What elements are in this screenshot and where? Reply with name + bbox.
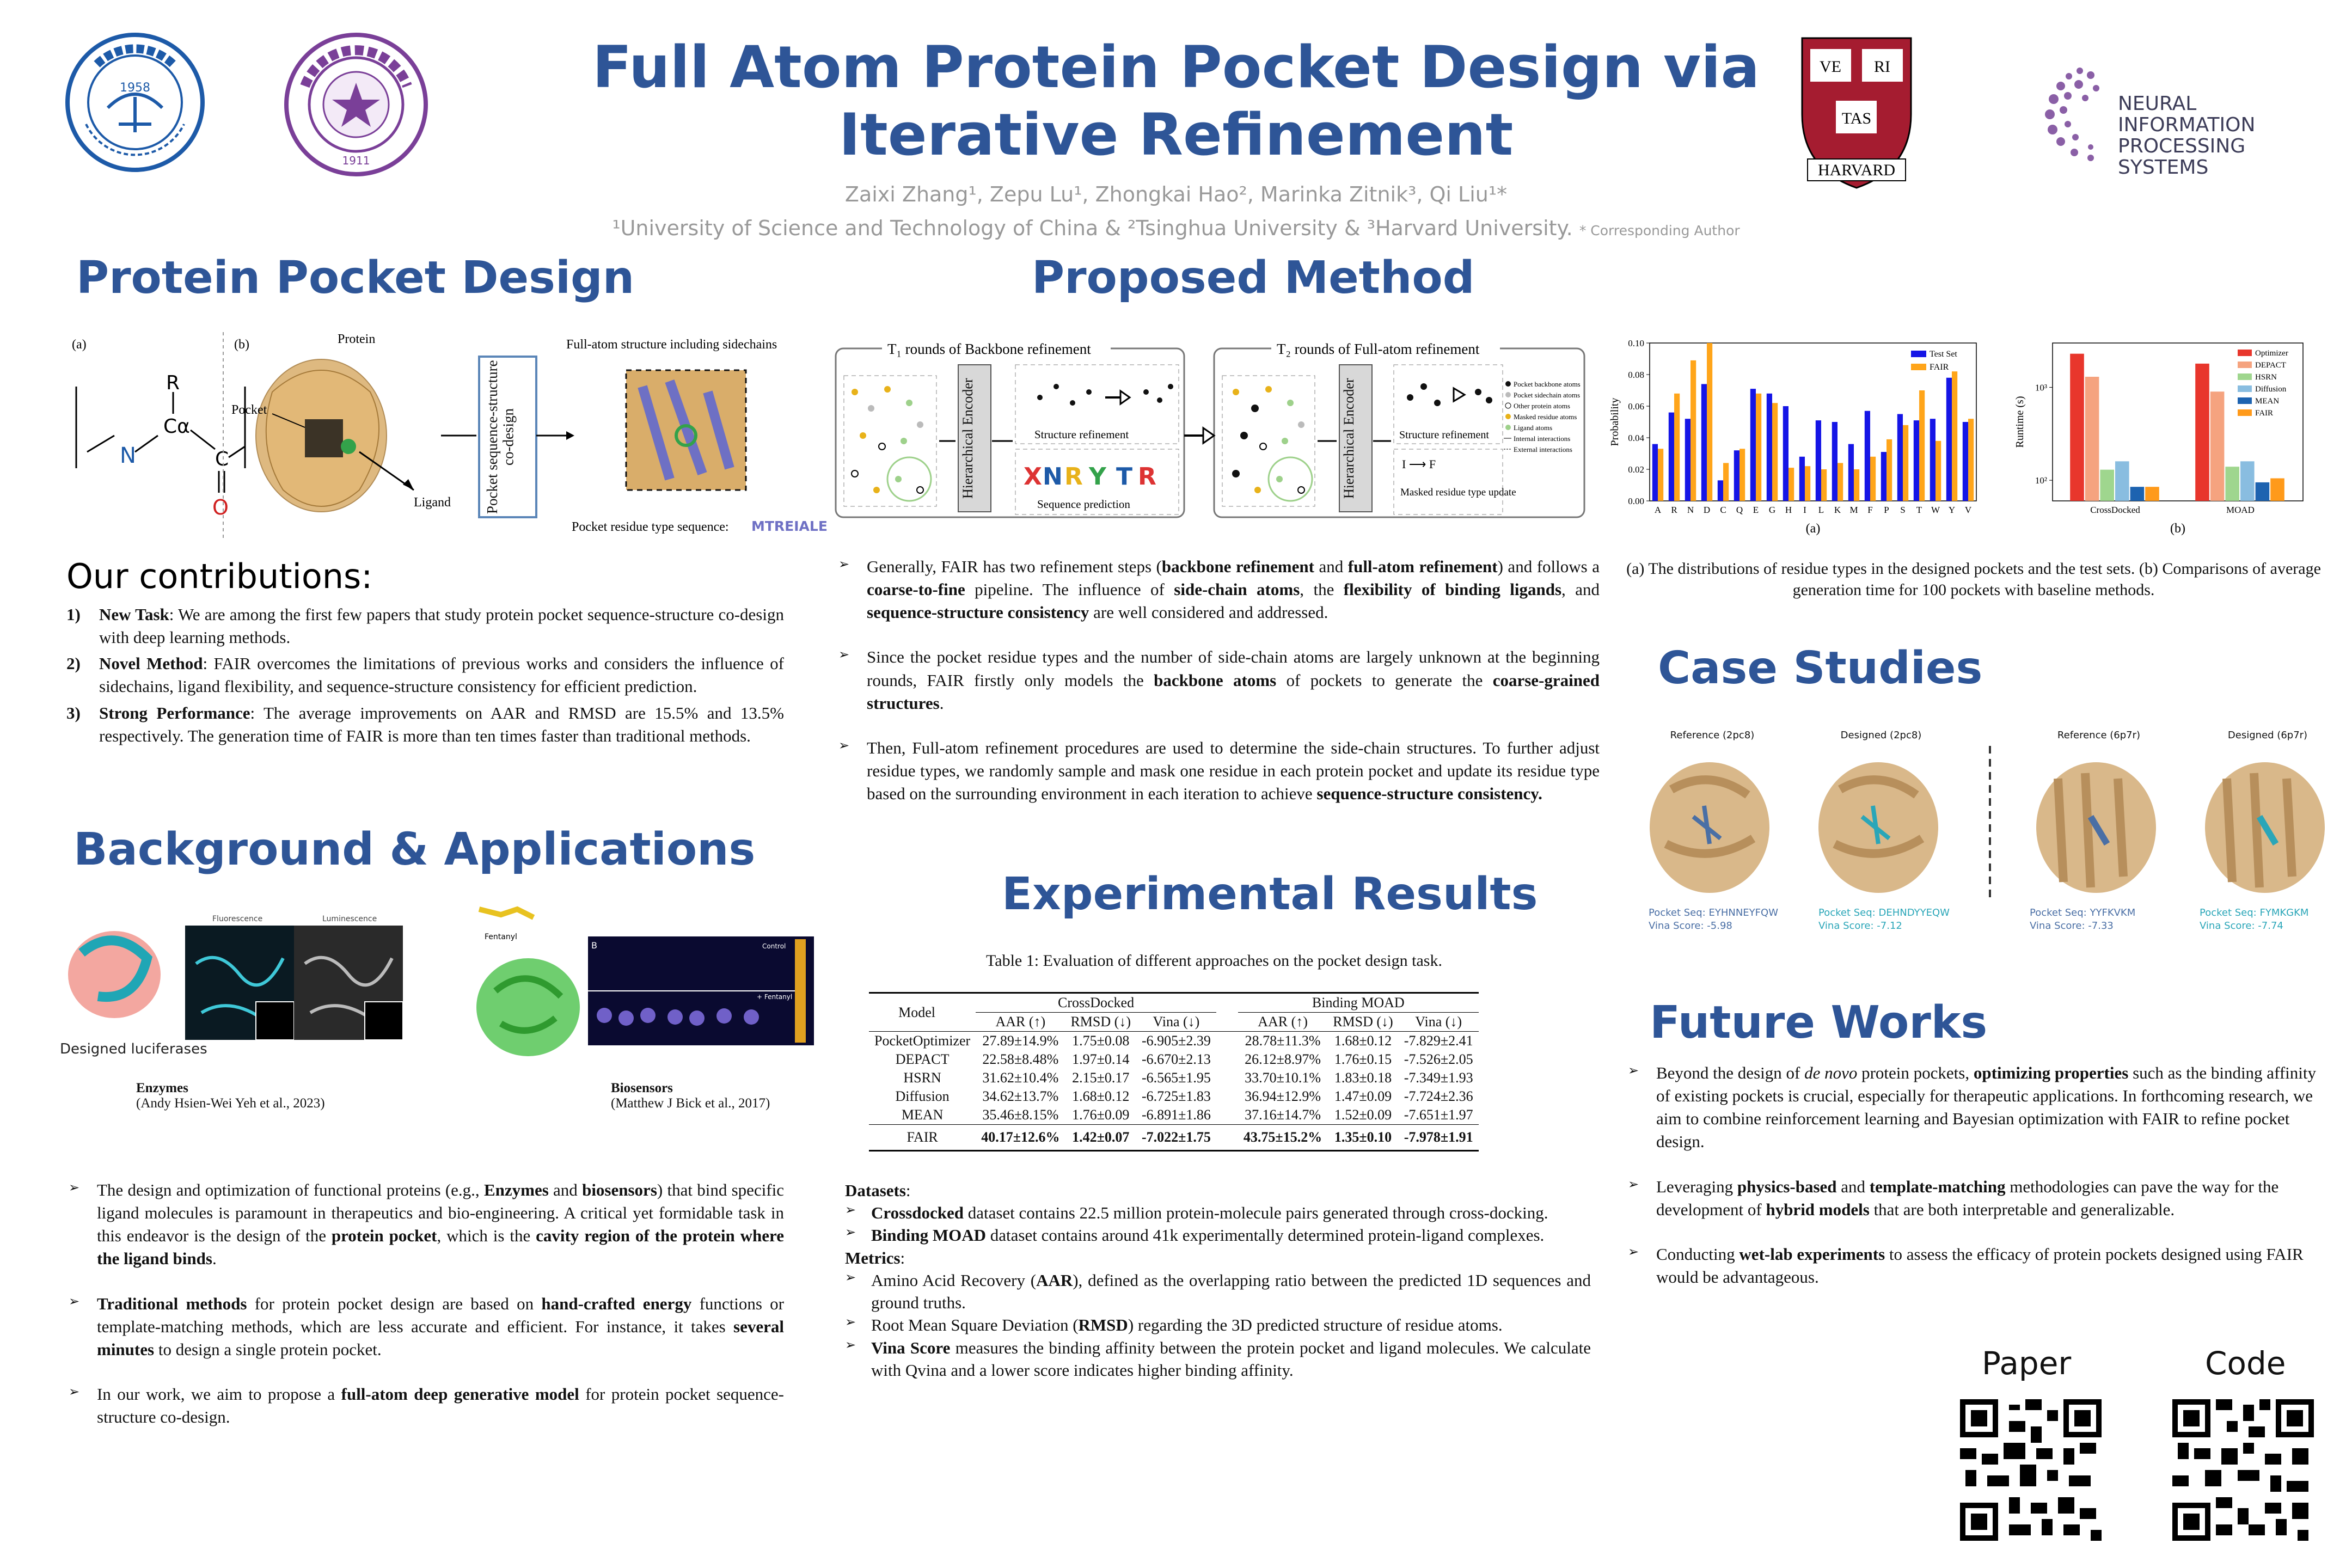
bar [2145,487,2159,501]
plot-frame [1650,343,1976,501]
legend-swatch [2238,397,2252,404]
bar [1750,389,1756,501]
x-tick-label: F [1867,505,1873,515]
paper-link-label[interactable]: Paper [1982,1345,2072,1382]
background-bullets [69,1179,784,1450]
metric-header: AAR (↑) [995,1014,1046,1030]
x-tick-label: C [1720,505,1726,515]
bar [1930,419,1935,501]
biosensors-title: Biosensors [611,1081,673,1095]
bar [1652,444,1658,501]
title-line-1: Full Atom Protein Pocket Design via [592,34,1760,101]
background-figure-biosensors [468,898,822,1073]
svg-text:TAS: TAS [1841,109,1872,127]
method-bullet: ➢ Generally, FAIR has two refinement steps (backbone refinement and full-atom refinement) and follows a coarse-to-fine pipeline. The influence of side-chain atoms, the flexibility of binding ligands, and sequence-structure consistency are well considered and addressed. [838,556,1600,622]
y-tick-label: 10³ [2035,382,2047,393]
y-axis-label: Probability [1609,397,1621,446]
dataset-item: ➢ Binding MOAD dataset contains around 41k experimentally determined protein-ligand complexes. [845,1224,1545,1245]
x-tick-label: G [1768,505,1776,515]
bar [1783,406,1788,501]
x-tick-label: N [1687,505,1694,515]
svg-text:Fentanyl: Fentanyl [485,933,517,941]
legend-label: FAIR [2255,409,2274,418]
x-tick-label: D [1703,505,1711,515]
svg-text:I ⟶ F: I ⟶ F [1402,457,1436,471]
enzymes-title: Enzymes [136,1081,188,1095]
neurips-logo [2036,60,2298,179]
contribution-item: 3) Strong Performance: The average improvements on AAR and RMSD are 15.5% and 13.5% respectively. The generation time of FAIR is more than ten times faster than traditional methods. [66,703,784,745]
legend-swatch [2238,409,2252,416]
svg-text:Protein: Protein [338,332,376,346]
section-title-background: Background & Applications [74,824,756,875]
svg-text:Ligand: Ligand [414,495,451,510]
svg-text:Designed luciferases: Designed luciferases [60,1041,207,1057]
background-bullet: ➢ Traditional methods for protein pocket design are based on hand-crafted energy functions or template-matching methods, which are less accurate and efficient. For instance, it takes several minutes to design a single protein pocket. [69,1293,785,1359]
x-tick-label: E [1753,505,1759,515]
bar [1886,439,1892,501]
bar [1968,419,1974,501]
svg-text:VE: VE [1820,58,1841,76]
x-tick-label: A [1654,505,1662,515]
svg-text:Ligand atoms: Ligand atoms [1514,424,1553,432]
background-figure-enzymes [54,904,414,1067]
svg-text:X: X [1024,463,1042,491]
bar [2240,461,2255,501]
svg-text:Luminescence: Luminescence [322,915,377,923]
encoder-label-1: Hierarchical Encoder [960,378,976,499]
contribution-item: 2) Novel Method: FAIR overcomes the limitations of previous works and considers the influence of sidechains, ligand flexibility, and sequence-structure consistency for efficient prediction. [66,654,784,696]
bar [1903,425,1908,501]
legend-label: Optimizer [2255,349,2288,358]
metric-header: Vina (↓) [1415,1014,1462,1030]
svg-text:Cα: Cα [163,415,190,438]
svg-text:Pocket sidechain atoms: Pocket sidechain atoms [1514,391,1581,399]
contributions-title: Our contributions: [66,556,373,596]
x-tick-label: M [1849,505,1858,515]
legend-label: Test Set [1930,350,1957,359]
bar [1881,452,1886,501]
enzymes-cite: (Andy Hsien-Wei Yeh et al., 2023) [136,1096,325,1111]
case-seq: Pocket Seq: EYHNNEYFQW Vina Score: -5.98 [1649,907,1778,932]
svg-text:Structure refinement: Structure refinement [1034,428,1129,441]
tsinghua-logo [283,32,429,177]
bar [1658,449,1663,501]
bar [1669,413,1674,501]
bar [1701,384,1707,501]
svg-text:Control: Control [762,942,786,950]
svg-text:1911: 1911 [342,154,370,167]
x-tick-label: V [1964,505,1972,515]
svg-text:RI: RI [1874,58,1890,76]
y-tick-label: 0.10 [1628,338,1644,348]
harvard-logo [1791,33,1922,191]
legend-label: DEPACT [2255,361,2286,370]
x-tick-label: W [1931,505,1940,515]
metric-item: ➢ Vina Score measures the binding affinity between the protein pocket and ligand molecules. We calculate with Qvina and a lower score indicates higher binding affinity. [845,1337,1591,1380]
svg-text:Pocket residue type sequence:: Pocket residue type sequence: [572,520,729,534]
bar [1832,422,1837,501]
panel-label: (b) [2170,522,2185,536]
method-bullet: ➢ Since the pocket residue types and the number of side-chain atoms are largely unknown at the beginning rounds, FAIR firstly only models the backbone atoms of pockets to generate the coarse-grained structures. [838,647,1600,713]
poster-title [490,34,1862,169]
pocket-design-figure [65,327,828,544]
bar [1952,371,1957,501]
svg-text:MTREIALE: MTREIALE [751,518,828,534]
x-tick-label: I [1803,505,1806,515]
svg-text:C: C [215,448,229,470]
y-tick-label: 0.00 [1628,496,1644,506]
x-tick-label: CrossDocked [2090,505,2140,515]
bar [2270,479,2284,501]
bar [2100,470,2114,501]
authors: Zaixi Zhang¹, Zepu Lu¹, Zhongkai Hao², Marinka Zitnik³, Qi Liu¹* [844,182,1508,206]
case-head: Designed (2pc8) [1840,730,1922,741]
section-title-pocket-design: Protein Pocket Design [76,252,635,304]
metric-header: Vina (↓) [1153,1014,1200,1030]
method-bullets [838,555,1600,827]
svg-text:Sequence prediction: Sequence prediction [1037,498,1130,511]
svg-text:HARVARD: HARVARD [1817,161,1896,179]
ustc-logo [64,32,206,173]
x-tick-label: Q [1736,505,1743,515]
case-head: Reference (6p7r) [2057,730,2141,741]
bar [1674,394,1680,501]
y-axis-label: Runtime (s) [2014,396,2026,448]
svg-text:Masked residue atoms: Masked residue atoms [1514,413,1577,421]
metric-item: ➢ Amino Acid Recovery (AAR), defined as the overlapping ratio between the predicted 1D sequences and ground truths. [845,1269,1591,1313]
x-tick-label: Y [1948,505,1956,515]
x-tick-label: H [1785,505,1792,515]
table-row: HSRN 31.62±10.4% 2.15±0.17 -6.565±1.95 33.70±10.1% 1.83±0.18 -7.349±1.93 [903,1070,1473,1086]
x-tick-label: MOAD [2226,505,2255,515]
legend-label: Diffusion [2255,385,2287,394]
title-line-2: Iterative Refinement [838,101,1514,169]
svg-text:R: R [1064,463,1083,491]
legend-swatch [2238,373,2252,380]
bar [2225,467,2239,501]
corresponding-author: * Corresponding Author [1579,223,1740,238]
code-qr-code[interactable] [2172,1399,2314,1541]
contributions-list [66,603,784,751]
bar [1756,394,1761,501]
legend-label: MEAN [2255,397,2280,406]
biosensors-cite: (Matthew J Bick et al., 2017) [611,1096,770,1111]
dataset-item: ➢ Crossdocked dataset contains 22.5 million protein-molecule pairs generated through cross-docking. [845,1202,1548,1223]
bar [1816,420,1821,501]
bar [1946,378,1952,501]
svg-text:T₂ rounds of Full-atom refinem: T₂ rounds of Full-atom refinement [1277,341,1480,357]
method-figure [833,332,1590,523]
y-tick-label: 10² [2035,475,2047,486]
svg-text:Fluorescence: Fluorescence [212,915,263,923]
legend-label: FAIR [1930,363,1949,372]
y-tick-label: 0.08 [1628,370,1644,380]
case-head: Reference (2pc8) [1670,730,1755,741]
x-tick-label: P [1884,505,1889,515]
legend-swatch [1911,364,1926,370]
paper-qr-code[interactable] [1960,1399,2102,1541]
bar [1723,463,1729,501]
svg-text:T: T [1116,463,1133,491]
legend-swatch [1911,351,1926,357]
metric-item: ➢ Root Mean Square Deviation (RMSD) regarding the 3D predicted structure of residue atoms. [845,1314,1503,1335]
svg-text:R: R [166,372,180,394]
group-moad: Binding MOAD [1238,993,1479,1013]
svg-text:Internal interactions: Internal interactions [1514,434,1571,443]
col-model: Model [898,1004,936,1020]
panel-label: (a) [1805,522,1821,536]
x-tick-label: L [1818,505,1824,515]
section-title-case-studies: Case Studies [1658,642,1983,694]
section-title-future: Future Works [1650,997,1988,1049]
bar [1870,457,1876,501]
svg-text:O: O [212,495,229,519]
legend-label: HSRN [2255,373,2277,382]
svg-text:(a): (a) [72,338,87,352]
charts-caption-text: (a) The distributions of residue types in the designed pockets and the test sets. (b) Comparisons of average generation time for 100 pockets with baseline methods. [1626,560,2321,599]
group-crossdocked: CrossDocked [976,993,1216,1013]
metrics-label: Metrics: [845,1248,905,1267]
neurips-line-2: PROCESSING SYSTEMS [2118,134,2246,179]
bar [1685,419,1690,501]
table-row: DEPACT 22.58±8.48% 1.97±0.14 -6.670±2.13 26.12±8.97% 1.76±0.15 -7.526±2.05 [895,1051,1473,1067]
bar [1767,394,1772,501]
x-tick-label: R [1671,505,1677,515]
section-title-method: Proposed Method [1032,252,1475,304]
table-caption: Table 1: Evaluation of different approaches on the pocket design task. [986,952,1442,970]
case-seq: Pocket Seq: YYFKVKM Vina Score: -7.33 [2030,907,2136,932]
bar [1848,444,1854,501]
bar [1837,463,1843,501]
y-tick-label: 0.02 [1628,464,1644,475]
bar [2195,364,2209,501]
svg-text:N: N [1043,463,1063,491]
bar [1718,480,1723,501]
metric-header: AAR (↑) [1258,1014,1308,1030]
legend-swatch [2238,350,2252,356]
section-title-results: Experimental Results [1002,868,1538,920]
future-bullet: ➢ Conducting wet-lab experiments to assess the efficacy of protein pockets designed using FAIR would be advantageous. [1628,1244,2304,1287]
runtime-chart [2009,332,2314,539]
background-bullet: ➢ In our work, we aim to propose a full-atom deep generative model for protein pocket sequence-structure co-design. [69,1384,784,1427]
bar [1799,457,1805,501]
case-seq: Pocket Seq: DEHNDYYEQW Vina Score: -7.12 [1818,907,1950,932]
bar [1854,469,1859,501]
bar [2210,391,2225,501]
bar [1707,343,1712,501]
legend-swatch [2238,362,2252,368]
svg-text:Structure refinement: Structure refinement [1399,429,1489,441]
bar [1865,411,1870,501]
code-link-label[interactable]: Code [2205,1345,2286,1382]
results-table [869,992,1479,1152]
bar [2115,461,2129,501]
svg-text:Pocket: Pocket [231,403,267,417]
svg-text:+ Fentanyl: + Fentanyl [757,993,793,1001]
bar [1788,468,1794,501]
table-row: PocketOptimizer 27.89±14.9% 1.75±0.08 -6.905±2.39 28.78±11.3% 1.68±0.12 -7.829±2.41 [869,1032,1479,1051]
bar [1805,466,1810,501]
legend-swatch [2238,385,2252,392]
charts-caption [1622,558,2325,601]
bar [2130,487,2145,501]
future-bullets [1628,1062,2325,1310]
svg-text:Full-atom structure including: Full-atom structure including sidechains [566,338,777,352]
svg-text:R: R [1138,463,1156,491]
affiliations-line [490,216,1862,240]
bar [2256,482,2270,501]
bar [1897,414,1903,501]
bar [1739,449,1745,501]
y-tick-label: 0.06 [1628,401,1644,412]
y-tick-label: 0.04 [1628,433,1644,443]
x-tick-label: T [1916,505,1922,515]
bar [1963,422,1968,501]
bar [1821,469,1827,501]
svg-text:Other protein atoms: Other protein atoms [1514,402,1570,410]
bar [1914,420,1919,501]
case-studies-figure [1628,730,2330,942]
svg-text:N: N [120,443,136,468]
method-bullet: ➢ Then, Full-atom refinement procedures are used to determine the side-chain structures. To further adjust residue types, we randomly sample and mask one residue in each protein pocket and update its residue type based on the surrounding environment in each iteration to achieve sequence-structure consistency. [838,737,1600,804]
svg-text:Y: Y [1089,463,1106,491]
x-tick-label: K [1834,505,1841,515]
future-bullet: ➢ Leveraging physics-based and template-matching methodologies can pave the way for the development of hybrid models that are both interpretable and generalizable. [1628,1176,2279,1219]
background-bullet: ➢ The design and optimization of functional proteins (e.g., Enzymes and biosensors) that bind specific ligand molecules is paramount in therapeutics and bio-engineering. A critical yet formidable task in this endeavor is the design of the protein pocket, which is the cavity region of the protein where the ligand binds. [69,1180,785,1269]
svg-text:1958: 1958 [120,81,150,95]
future-bullet: ➢ Beyond the design of de novo protein pockets, optimizing properties such as the binding affinity of existing pockets is crucial, especially for therapeutic applications. In forthcoming research, we aim to combine reinforcement learning and Bayesian optimization with FAIR to refine pocket design. [1628,1063,2316,1152]
datasets-label: Datasets: [845,1181,911,1200]
metric-header: RMSD (↓) [1070,1014,1131,1030]
neurips-line-1: NEURAL INFORMATION [2118,93,2256,136]
svg-text:External interactions: External interactions [1514,445,1572,454]
svg-text:Pocket backbone atoms: Pocket backbone atoms [1514,380,1581,388]
bar [1919,390,1925,501]
bar [1772,403,1778,501]
residue-distribution-chart [1606,332,1987,539]
bar [1690,360,1696,501]
svg-text:(b): (b) [234,338,249,352]
table-row: Diffusion 34.62±13.7% 1.68±0.12 -6.725±1.83 36.94±12.9% 1.47±0.09 -7.724±2.36 [895,1088,1473,1104]
svg-text:T₁ rounds of Backbone refineme: T₁ rounds of Backbone refinement [887,341,1091,357]
contribution-item: 1) New Task: We are among the first few papers that study protein pocket sequence-structure co-design with deep learning methods. [66,605,784,647]
codesign-box-label: Pocket sequence-structure co-design [484,360,517,514]
biosensors-caption [611,1081,770,1111]
encoder-label-2: Hierarchical Encoder [1341,378,1357,499]
case-head: Designed (6p7r) [2227,730,2308,741]
case-seq: Pocket Seq: FYMKGKM Vina Score: -7.74 [2200,907,2309,932]
affiliations: ¹University of Science and Technology of China & ²Tsinghua University & ³Harvard University. [612,216,1573,240]
bar [2070,354,2084,501]
bar [1734,450,1739,501]
datasets-metrics [845,1179,1591,1381]
enzymes-caption [136,1081,325,1111]
bar [1935,441,1941,501]
svg-text:B: B [591,940,597,951]
bar [2085,377,2099,501]
x-tick-label: S [1900,505,1906,515]
metric-header: RMSD (↓) [1333,1014,1393,1030]
svg-text:Masked residue type update: Masked residue type update [1400,487,1516,498]
table-row-fair: FAIR 40.17±12.6% 1.42±0.07 -7.022±1.75 43.75±15.2% 1.35±0.10 -7.978±1.91 [869,1125,1479,1151]
table-row: MEAN 35.46±8.15% 1.76±0.09 -6.891±1.86 37.16±14.7% 1.52±0.09 -7.651±1.97 [901,1107,1473,1123]
